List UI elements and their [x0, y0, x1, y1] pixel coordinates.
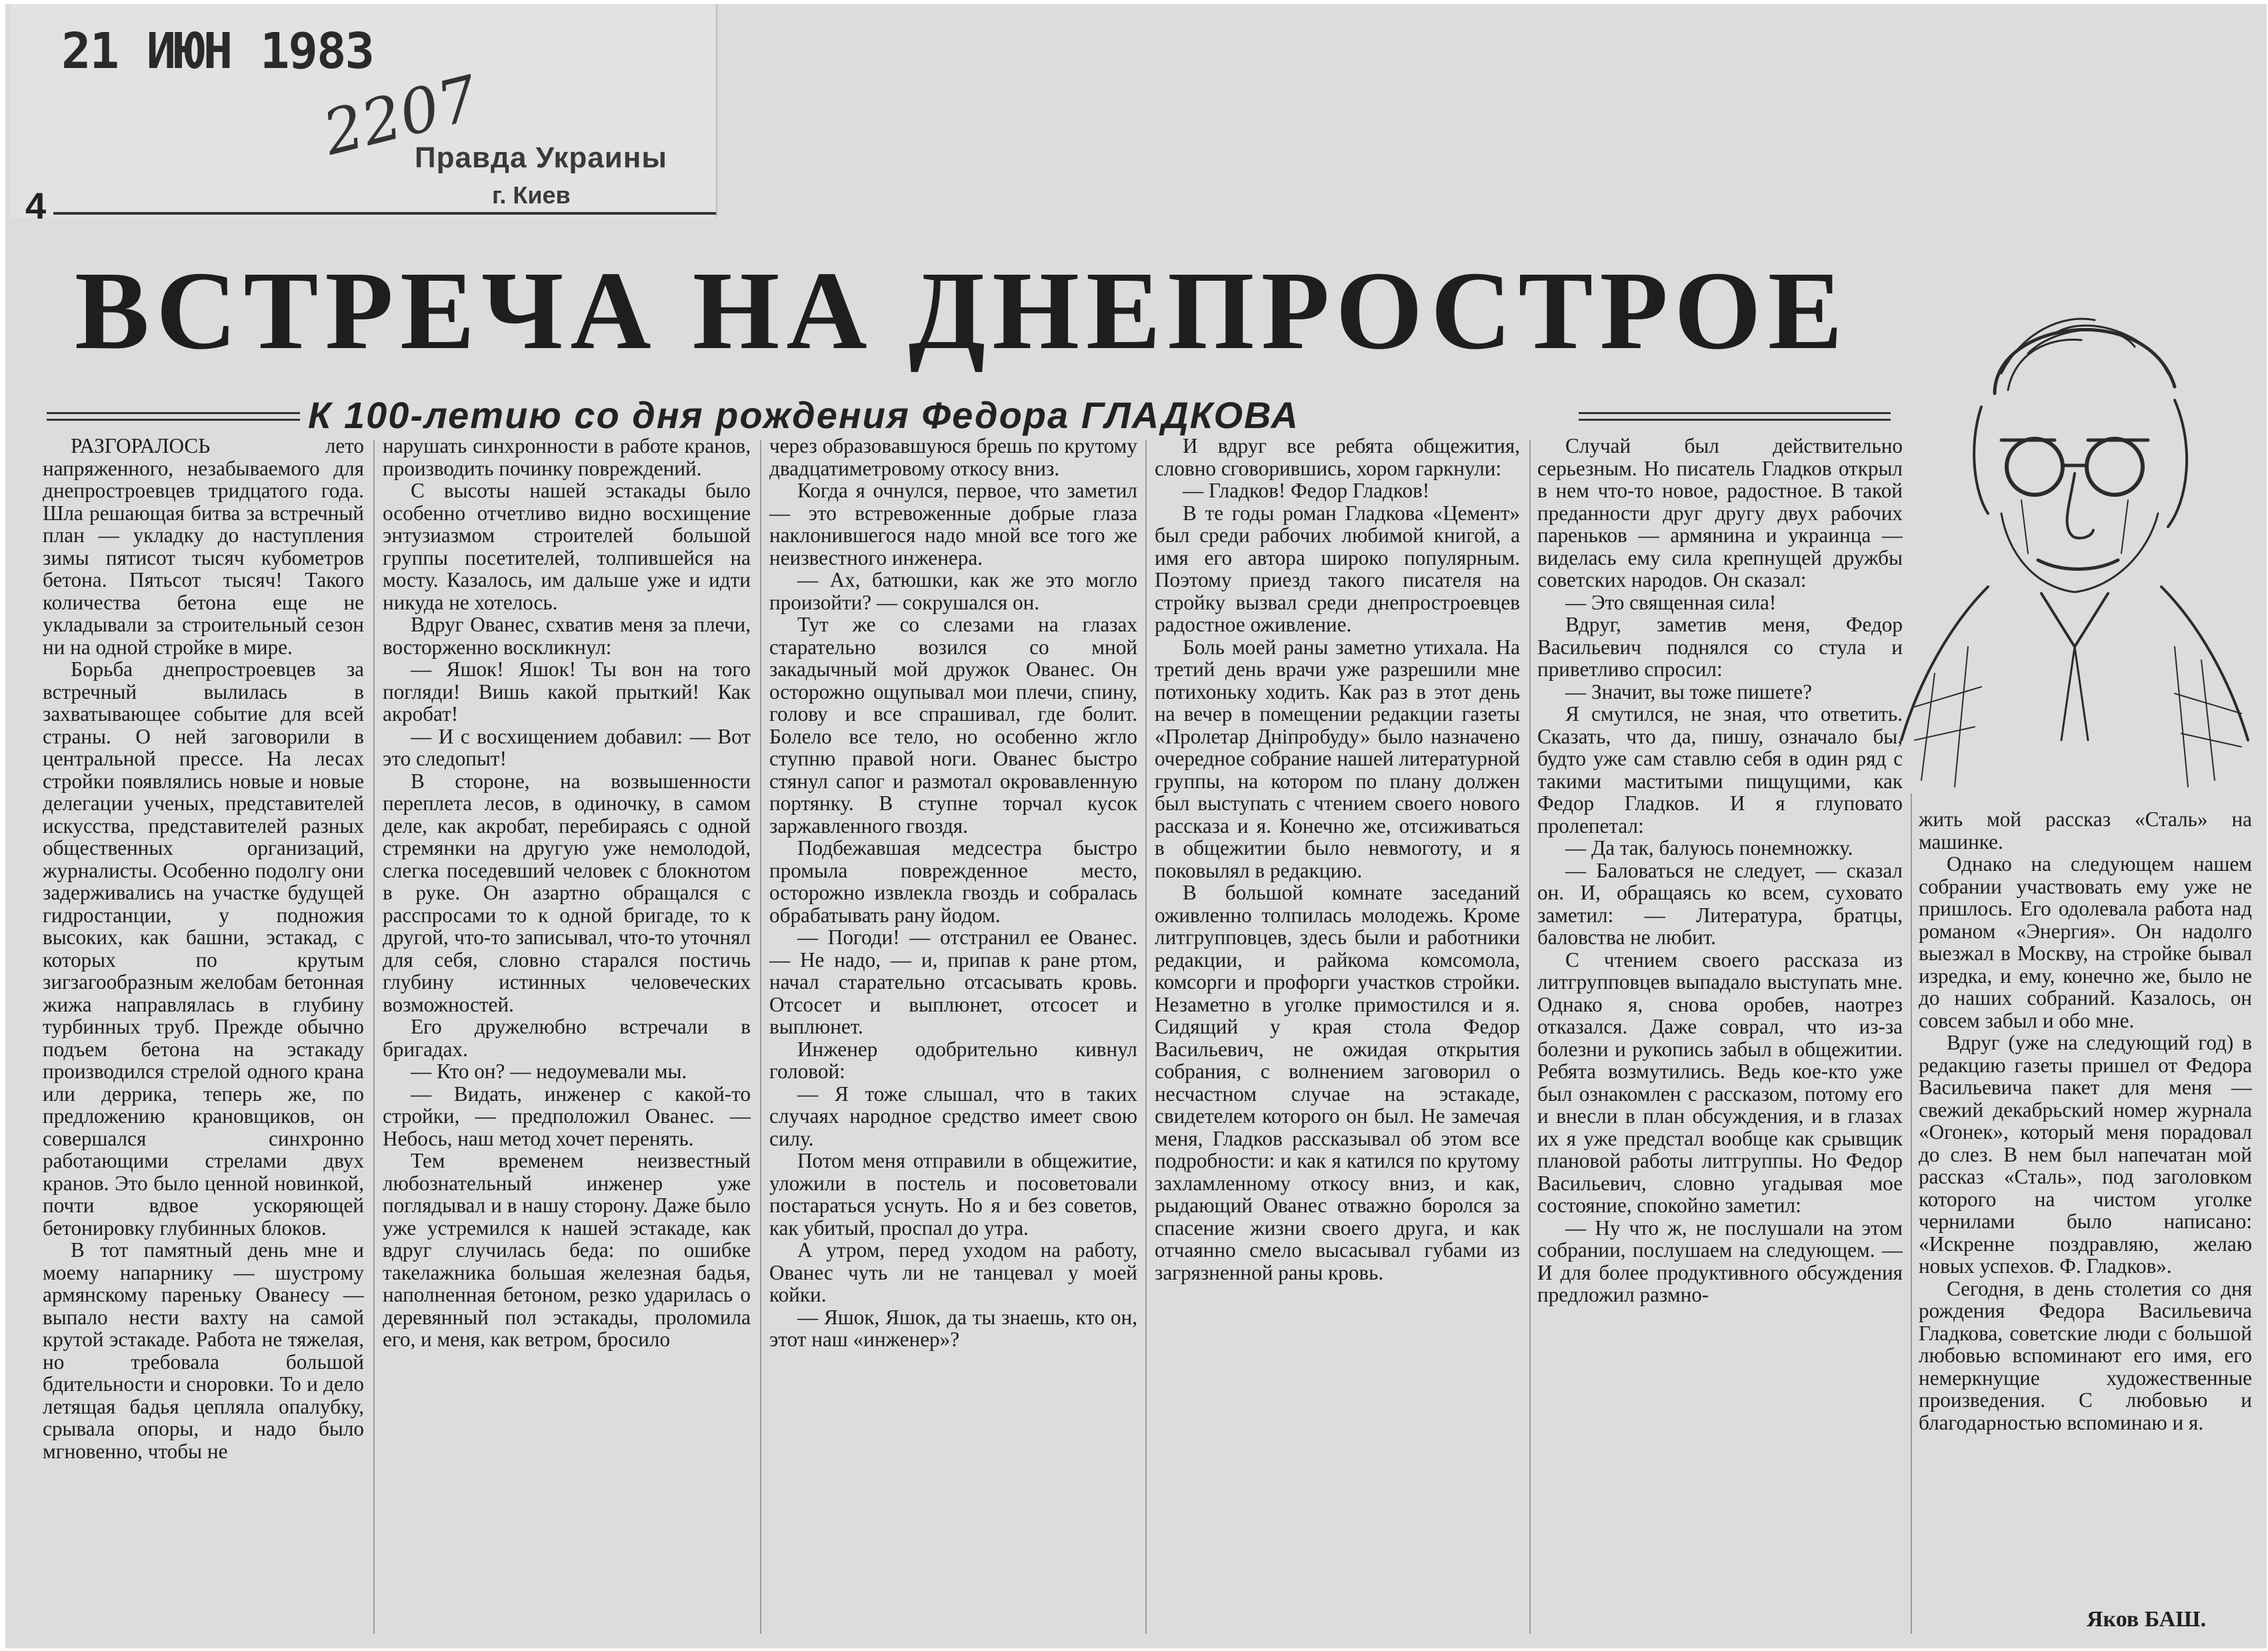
article-paragraph: Вдруг (уже на следующий год) в редакцию газеты пришел от Федора Васильевича пакет для меня — свежий декабрьский номер журнала «Огонек», который меня порадовал до слез. В нем был напечатан мой рассказ «Сталь», под заголовком которого на чистом уголке чернилами было написано: «Искренне поздравляю, желаю новых успехов. Ф. Гладков». — [1919, 1031, 2252, 1278]
article-paragraph: Борьба днепростроевцев за встречный вылилась в захватывающее событие для всей страны. О ней заговорили в центральной прессе. На лесах стройки появлялись новые и новые делегации ученых, представителей искусства, представителей разных общественных организаций, журналисты. Особенно подолгу они задерживались на участке будущей гидростанции, у подножия высоких, как башни, эстакад, с которых по крутым зигзагообразным желобам бетонная жижа направлялась в глубину турбинных труб. Прежде обычно подъем бетона на эстакаду производился стрелой одного крана или деррика, теперь же, по предложению крановщиков, он совершался синхронно работающими стрелами двух кранов. Это было ценной новинкой, почти вдвое ускоряющей бетонировку глубинных блоков. — [43, 657, 364, 1240]
article-paragraph: С чтением своего рассказа из литгрупповцев выпадало выступать мне. Однако я, снова оробев, наотрез отказался. Даже соврал, что из-за болезни и рукопись забыл в общежитии. Ребята возмутились. Ведь кое-кто уже был ознакомлен с рассказом, потому его и внесли в план обсуждения, и в глазах их я уже предстал вообще как срывщик плановой работы литгруппы. Но Федор Васильевич, словно угадывая мое состояние, спокойно заметил: — [1537, 948, 1903, 1217]
portrait-sketch-icon — [1895, 273, 2255, 800]
handwritten-number: 2207 — [316, 62, 485, 169]
article-paragraph: В стороне, на возвышенности переплета лесов, в одиночку, в самом деле, как акробат, перебираясь с одной стремянки на другую уже немолодой, слегка поседевший человек с блокнотом в руке. Он азартно обращался с расспросами то к одной бригаде, то к другой, что-то записывал, что-то уточнял для себя, словно старался постичь глубину истинных человеческих возможностей. — [383, 769, 751, 1016]
article-paragraph: С высоты нашей эстакады было особенно отчетливо видно восхищение энтузиазмом строителей большой группы посетителей, толпившейся на мосту. Казалось, им дальше уже и идти никуда не хотелось. — [383, 479, 751, 614]
article-paragraph: В те годы роман Гладкова «Цемент» был среди рабочих любимой книгой, а имя его автора широко популярным. Поэтому приезд такого писателя на стройку вызвал среди днепростроевцев радостное оживление. — [1155, 501, 1520, 636]
article-headline: ВСТРЕЧА НА ДНЕПРОСТРОЕ — [75, 249, 1849, 373]
article-paragraph: — Да так, балуюсь понемножку. — [1565, 836, 1853, 860]
column-rule — [1145, 440, 1147, 1634]
article-paragraph: Однако на следующем нашем собрании участвовать ему уже не пришлось. Его одолевала работа над романом «Энергия». Он надолго выезжал в Москву, на стройке бывал изредка, и ему, конечно же, было не до наших собраний. Казалось, он совсем забыл и обо мне. — [1919, 852, 2252, 1032]
article-column-2 — [383, 435, 751, 1642]
subtitle-rule-right-2 — [1579, 419, 1891, 421]
article-paragraph: Вдруг Ованес, схватив меня за плечи, восторженно воскликнул: — [383, 613, 751, 659]
article-paragraph: Вдруг, заметив меня, Федор Васильевич поднялся со стула и приветливо спросил: — [1537, 613, 1903, 681]
column-rule — [373, 440, 375, 1634]
article-paragraph: В большой комнате заседаний оживленно толпилась молодежь. Кроме литгрупповцев, здесь были и работники редакции, и райкома комсомола, комсорги и профорги участков стройки. Незаметно в уголке примостился и я. Сидящий у края стола Федор Васильевич, не ожидая открытия собрания, с волнением заговорил о несчастном случае на эстакаде, свидетелем которого он был. Не замечая меня, Гладков рассказывал об этом все подробности: и как я катился по крутому захламленному откосу вниз, и как, рыдающий Ованес отважно боролся за спасение жизни своего друга, и как отчаянно смело высасывал губами из загрязненной раны кровь. — [1155, 881, 1520, 1284]
article-paragraph: — Ну что ж, не послушали на этом собрании, послушаем на следующем. — И для более продуктивного обсуждения предложил размно- — [1537, 1216, 1903, 1306]
city-stamp: г. Киев — [492, 181, 571, 209]
article-paragraph: — Я тоже слышал, что в таких случаях народное средство имеет свою силу. — [769, 1082, 1137, 1150]
article-paragraph: — Баловаться не следует, — сказал он. И, обращаясь ко всем, суховато заметил: — Литература, братцы, баловства не любит. — [1537, 858, 1903, 949]
page-number: 4 — [25, 185, 47, 227]
article-subtitle: К 100-летию со дня рождения Федора ГЛАДКОВА — [308, 394, 1299, 436]
subtitle-rule-left-2 — [47, 419, 300, 421]
article-paragraph: РАЗГОРАЛОСЬ лето напряженного, незабываемого для днепростроевцев тридцатого года. Шла решающая битва за встречный план — укладку до наступления зимы пятисот тысяч кубометров бетона. Пятьсот тысяч! Такого количества бетона еще не укладывали за строительный сезон ни на одной стройке в мире. — [43, 435, 364, 659]
article-column-1 — [43, 435, 364, 1642]
article-column-3 — [769, 435, 1137, 1642]
article-paragraph: — И с восхищением добавил: — Вот это следопыт! — [383, 724, 751, 770]
article-paragraph: Тут же со слезами на глазах старательно возился со мной закадычный мой дружок Ованес. Он осторожно ощупывал мои плечи, спину, голову и все спрашивал, где болит. Болело все тело, но особенно жгло ступню правой ноги. Ованес быстро стянул сапог и размотал окровавленную портянку. В ступне торчал кусок заржавленного гвоздя. — [769, 613, 1137, 838]
article-paragraph: А утром, перед уходом на работу, Ованес чуть ли не танцевал у моей койки. — [769, 1238, 1137, 1306]
article-paragraph: — Яшок, Яшок, да ты знаешь, кто он, этот наш «инженер»? — [769, 1305, 1137, 1351]
article-paragraph: И вдруг все ребята общежития, словно сговорившись, хором гаркнули: — [1155, 435, 1520, 480]
article-paragraph: Боль моей раны заметно утихала. На третий день врачи уже разрешили мне потихоньку ходить. Как раз в этот день на вечер в помещении редакции газеты «Пролетар Дніпробуду» было назначено очередное собрание нашей литературной группы, на котором по плану должен был выступать с чтением своего нового рассказа и я. Конечно же, отсиживаться в общежитии было невмоготу, и я поковылял в редакцию. — [1155, 635, 1520, 882]
article-paragraph: Подбежавшая медсестра быстро промыла поврежденное место, осторожно извлекла гвоздь и собралась обрабатывать рану йодом. — [769, 836, 1137, 927]
article-paragraph: — Ах, батюшки, как же это могло произойти? — сокрушался он. — [769, 568, 1137, 614]
article-paragraph: Его дружелюбно встречали в бригадах. — [383, 1015, 751, 1061]
subtitle-rule-right — [1579, 412, 1891, 414]
page-rule — [53, 212, 716, 215]
article-paragraph: нарушать синхронности в работе кранов, производить починку повреждений. — [383, 435, 751, 480]
date-stamp: 21 ИЮН 1983 — [61, 23, 374, 80]
article-paragraph: жить мой рассказ «Сталь» на машинке. — [1919, 808, 2252, 854]
article-column-6 — [1919, 808, 2252, 1602]
author-signature: Яков БАШ. — [2087, 1607, 2207, 1632]
article-paragraph: Когда я очнулся, первое, что заметил — это встревоженные добрые глаза наклонившегося надо мной все того же неизвестного инженера. — [769, 479, 1137, 569]
article-paragraph: — Гладков! Федор Гладков! — [1183, 479, 1430, 502]
column-rule — [760, 440, 761, 1634]
article-paragraph: через образовавшуюся брешь по крутому двадцатиметровому откосу вниз. — [769, 435, 1137, 480]
article-paragraph: В тот памятный день мне и моему напарнику — шустрому армянскому пареньку Ованесу — выпало нести вахту на самой крутой эстакаде. Работа не тяжелая, но требовала большой бдительности и сноровки. То и дело летящая бадья цепляла опалубку, срывала опоры, и надо было мгновенно, чтобы не — [43, 1238, 364, 1463]
article-paragraph: — Это священная сила! — [1565, 590, 1777, 614]
article-paragraph: — Яшок! Яшок! Ты вон на того погляди! Вишь какой прыткий! Как акробат! — [383, 657, 751, 725]
column-rule — [1529, 440, 1531, 1634]
newspaper-name-stamp: Правда Украины — [415, 141, 667, 174]
article-paragraph: Тем временем неизвестный любознательный инженер уже поглядывал и в нашу сторону. Даже было уже устремился к нашей эстакаде, как вдруг случилась беда: по ошибке такелажника большая железная бадья, наполненная бетоном, резко ударилась о деревянный пол эстакады, проломила его, и меня, как ветром, бросило — [383, 1149, 751, 1351]
article-paragraph: — Погоди! — отстранил ее Ованес. — Не надо, — и, припав к ране ртом, начал старательно отсасывать кровь. Отсосет и выплюнет, отсосет и выплюнет. — [769, 926, 1137, 1038]
article-paragraph: Я смутился, не зная, что ответить. Сказать, что да, пишу, означало бы, будто уже сам ставлю себя в один ряд с такими маститыми пищущими, как Федор Гладков. И я глуповато пролепетал: — [1537, 702, 1903, 838]
article-paragraph: Случай был действительно серьезным. Но писатель Гладков открыл в нем что-то новое, радостное. В такой преданности друг другу двух рабочих пареньков — армянина и украинца — виделась ему сила крепнущей дружбы советских народов. Он сказал: — [1537, 435, 1903, 591]
article-paragraph: — Кто он? — недоумевали мы. — [411, 1060, 687, 1083]
article-column-4 — [1155, 435, 1520, 1642]
article-paragraph: Потом меня отправили в общежитие, уложили в постель и посоветовали постараться уснуть. Но я и без советов, как убитый, проспал до утра. — [769, 1149, 1137, 1240]
article-column-5 — [1537, 435, 1903, 1642]
column-rule — [1911, 793, 1912, 1634]
article-paragraph: Инженер одобрительно кивнул головой: — [769, 1037, 1137, 1083]
subtitle-rule-left — [47, 412, 300, 414]
article-paragraph: — Значит, вы тоже пишете? — [1565, 679, 1812, 703]
article-paragraph: — Видать, инженер с какой-то стройки, — предположил Ованес. — Небось, наш метод хочет перенять. — [383, 1082, 751, 1150]
article-paragraph: Сегодня, в день столетия со дня рождения Федора Васильевича Гладкова, советские люди с большой любовью вспоминают его имя, его немеркнущие художественные произведения. С любовью и благодарностью вспоминаю и я. — [1919, 1276, 2252, 1434]
